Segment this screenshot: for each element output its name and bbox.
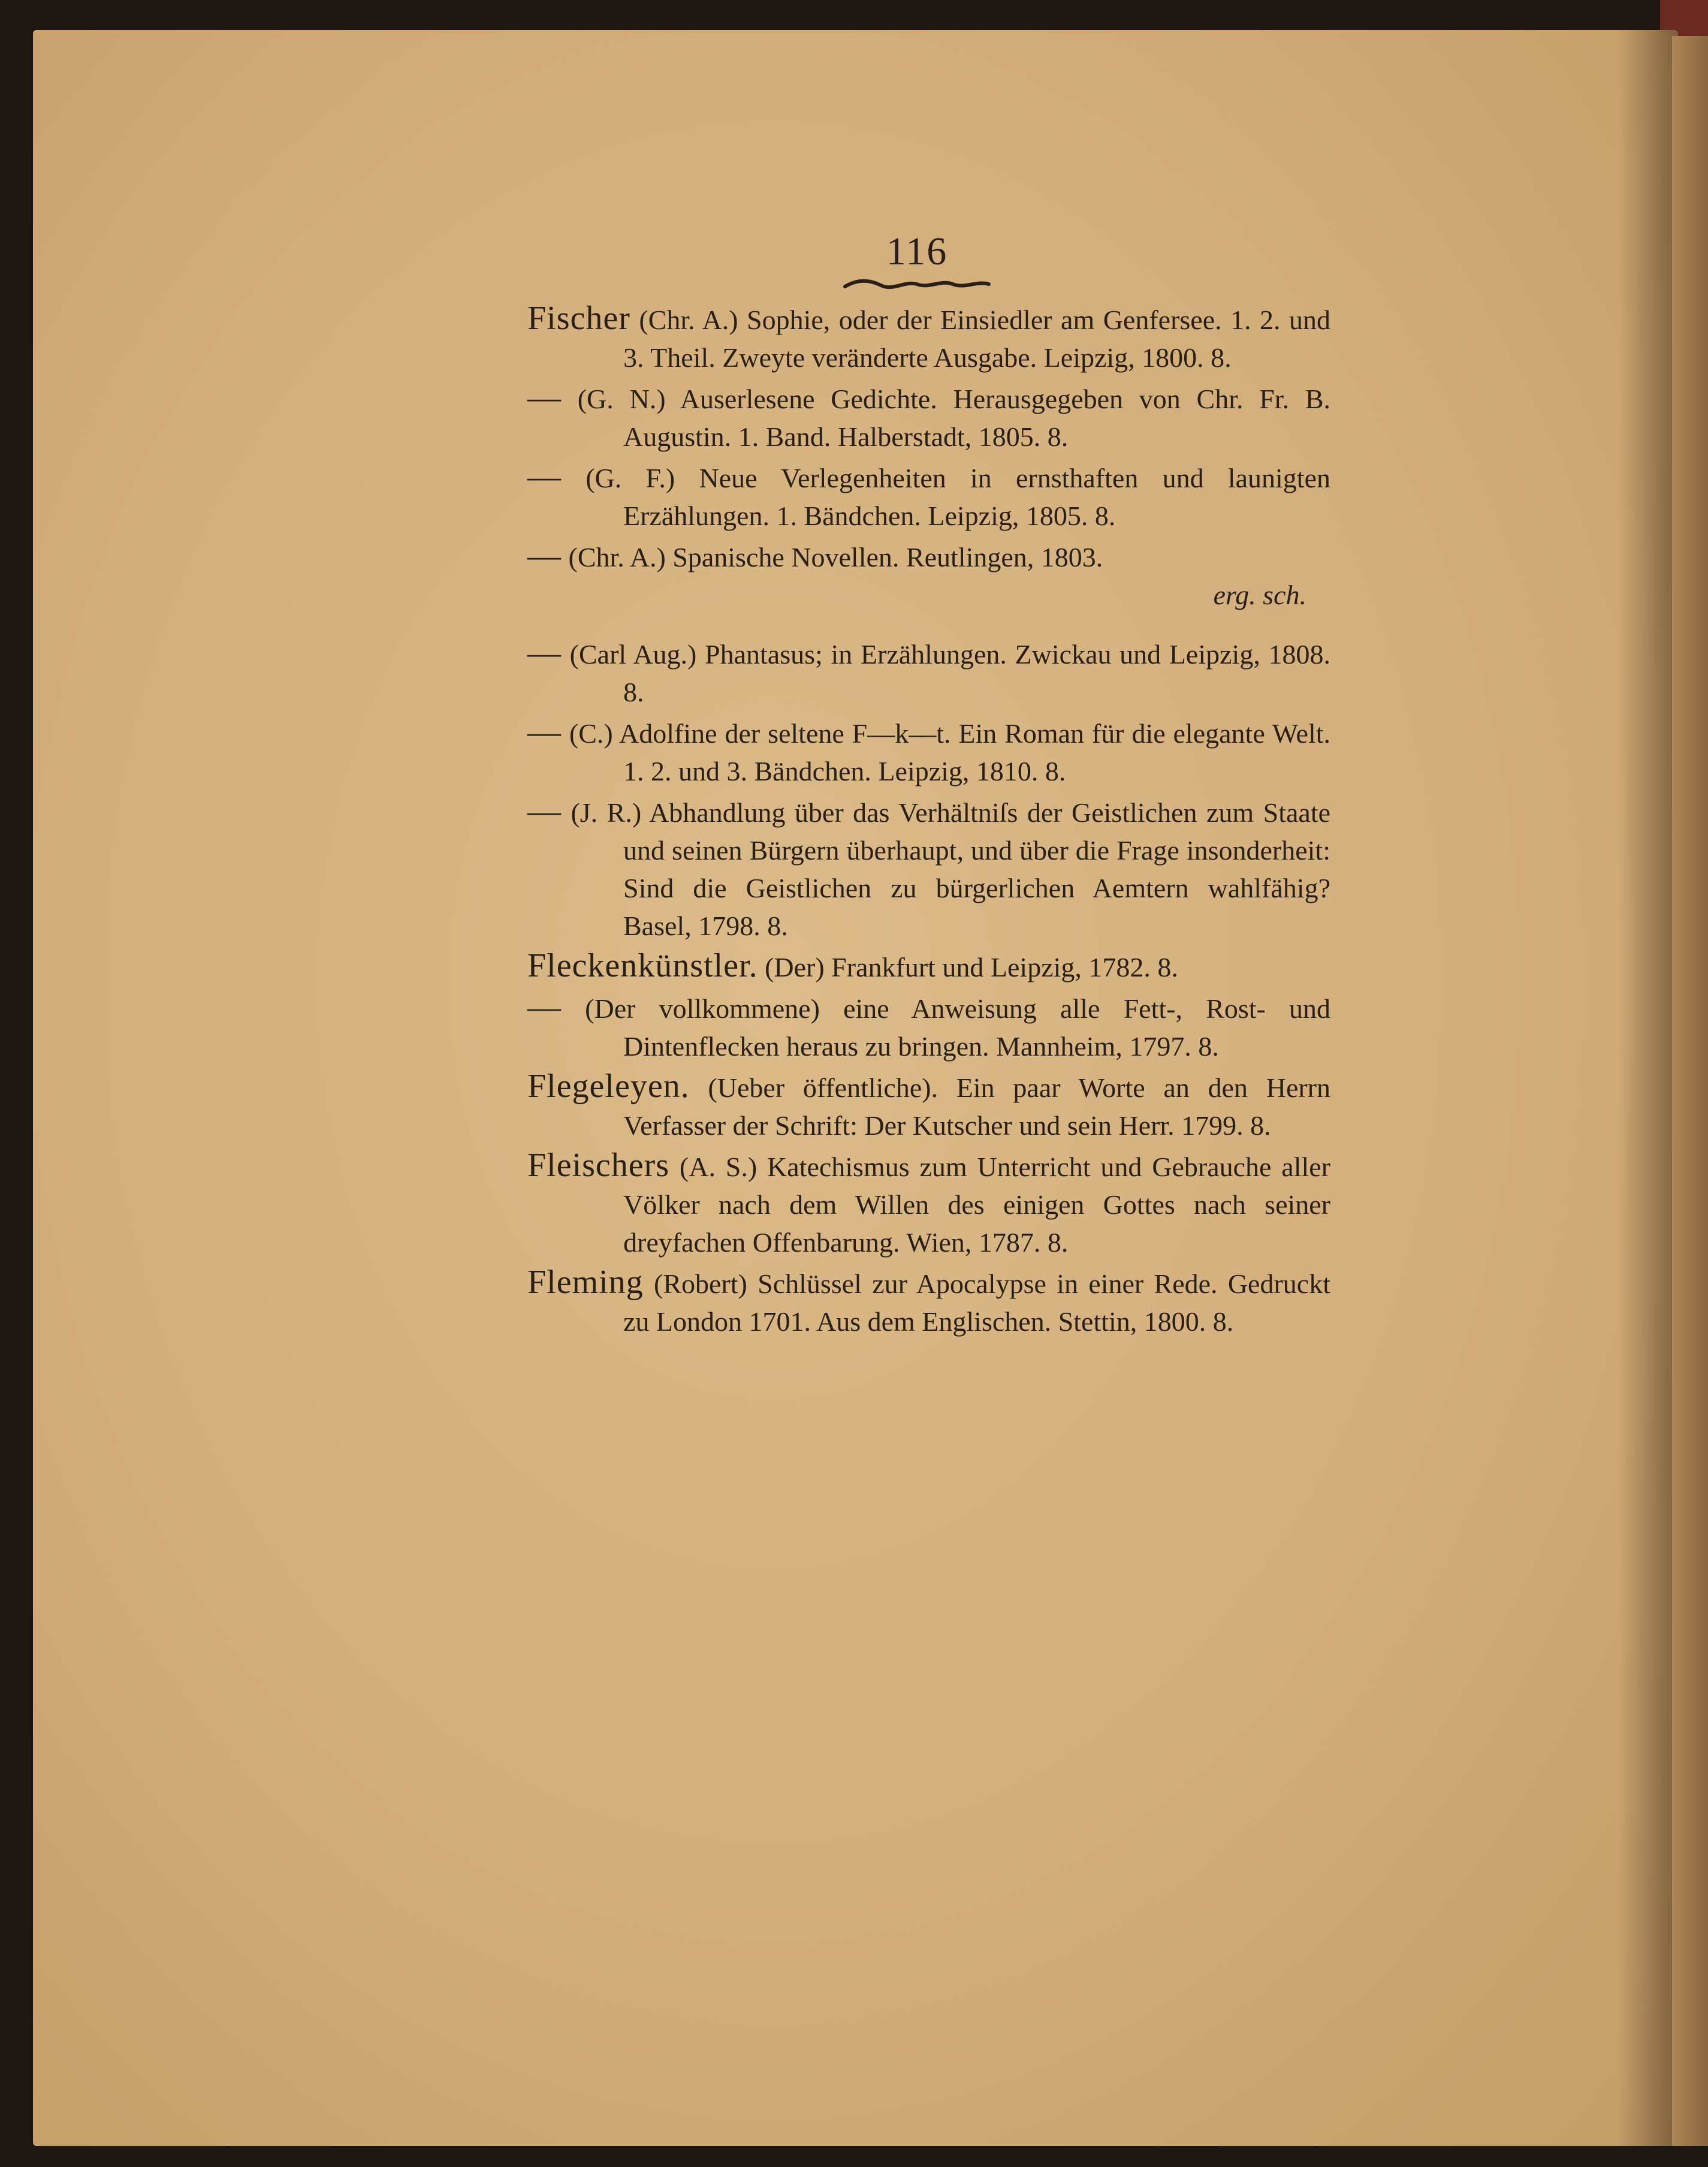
catalog-entry <box>527 792 1330 945</box>
catalog-entry <box>527 634 1330 711</box>
page-text-block <box>527 228 1330 1343</box>
page-number: 116 <box>886 230 948 273</box>
entry-head: Fleckenkünstler. <box>527 947 758 984</box>
entry-text: (C.) Adolfine der seltene F—k—t. Ein Roman für die elegante Welt. 1. 2. und 3. Bändchen. Leipzig, 1810. 8. <box>569 718 1331 786</box>
entry-text: (G. N.) Auserlesene Gedichte. Herausgegeben von Chr. Fr. B. Augustin. 1. Band. Halberstadt, 1805. 8. <box>577 384 1330 452</box>
entry-text: (Ueber öffentliche). Ein paar Worte an den Herrn Verfasser der Schrift: Der Kutscher und sein Herr. 1799. 8. <box>623 1072 1330 1141</box>
entry-text: (Chr. A.) Spanische Novellen. Reutlingen, 1803. <box>568 542 1103 572</box>
entry-head: — <box>527 792 562 830</box>
catalog-entry <box>527 947 1330 986</box>
catalog-entry <box>527 1068 1330 1144</box>
spine-shadow <box>1618 30 1678 2146</box>
entry-head: — <box>527 379 562 416</box>
entry-text: (Der) Frankfurt und Leipzig, 1782. 8. <box>765 952 1178 982</box>
entry-text: (A. S.) Katechismus zum Unterricht und Gebrauche aller Völker nach dem Willen des einigen Gottes nach seiner dreyfachen Offenbarung. Wien, 1787. 8. <box>623 1152 1330 1258</box>
entry-text: (G. F.) Neue Verlegenheiten in ernsthaften und launigten Erzählungen. 1. Bändchen. Leipzig, 1805. 8. <box>586 463 1330 531</box>
catalog-entry <box>527 537 1330 614</box>
catalog-entry <box>527 1147 1330 1261</box>
catalog-entry <box>527 379 1330 456</box>
entry-head: Fleischers <box>527 1147 670 1184</box>
wavy-ornament-icon <box>839 276 995 294</box>
entry-text: (Carl Aug.) Phantasus; in Erzählungen. Zwickau und Leipzig, 1808. 8. <box>569 639 1330 707</box>
entry-text: (J. R.) Abhandlung über das Verhältniſs der Geistlichen zum Staate und seinen Bürgern überhaupt, und über die Frage insonderheit: Sind die Geistlichen zu bürgerlichen Aemtern wahlfähig? Basel, 1798. 8. <box>571 797 1331 941</box>
catalog-entry <box>527 988 1330 1065</box>
book-edge <box>1672 36 1708 2146</box>
entry-head: Fleming <box>527 1264 644 1301</box>
entry-head: — <box>527 713 562 751</box>
entry-head: Fischer <box>527 300 630 337</box>
entry-note: erg. sch. <box>1213 580 1306 610</box>
entry-head: — <box>527 537 562 574</box>
entry-head: — <box>527 634 562 671</box>
entry-head: — <box>527 988 562 1026</box>
catalog-entry <box>527 1264 1330 1340</box>
catalog-entry <box>527 713 1330 790</box>
entry-text: (Chr. A.) Sophie, oder der Einsiedler am Genfersee. 1. 2. und 3. Theil. Zweyte veränderte Ausgabe. Leipzig, 1800. 8. <box>623 305 1330 373</box>
entry-text: (Robert) Schlüssel zur Apocalypse in einer Rede. Gedruckt zu London 1701. Aus dem Englischen. Stettin, 1800. 8. <box>623 1268 1330 1337</box>
entry-head: — <box>527 458 562 495</box>
catalog-entry <box>527 300 1330 376</box>
catalog-entry <box>527 458 1330 535</box>
entry-head: Flegeleyen. <box>527 1068 690 1105</box>
entry-text: (Der vollkommene) eine Anweisung alle Fett-, Rost- und Dintenflecken heraus zu bringen. Mannheim, 1797. 8. <box>585 993 1330 1062</box>
